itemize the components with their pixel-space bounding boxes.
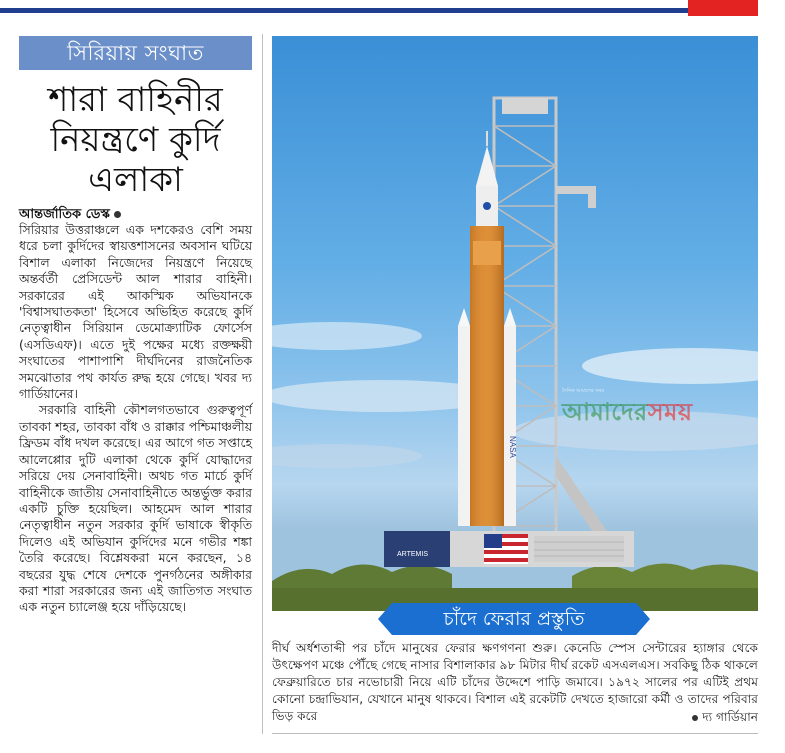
headline-line-1: শারা বাহিনীর — [48, 80, 223, 120]
photo-caption-title: চাঁদে ফেরার প্রস্তুতি — [392, 603, 636, 635]
article-paragraph-2: সরকারি বাহিনী কৌশলগতভাবে গুরুত্বপূর্ণ তাবকা শহর, তাবকা বাঁধ ও রাক্কার পশ্চিমাঞ্চলীয় ফ্রিডম বাঁধ দখল করেছে। এর আগে গত সপ্তাহে আলেপ্পোর দুটি এলাকা থেকে কুর্দি যোদ্ধাদের সরিয়ে দেয় সেনাবাহিনী। অথচ গত মার্চে কুর্দি বাহিনীকে জাতীয় সেনাবাহিনীতে অন্তর্ভুক্ত করার একটি চুক্তি হয়েছিল। আহমেদ আল শারার নেতৃত্বাধীন নতুন সরকার কুর্দি ভাষাকে স্বীকৃতি দিলেও এই অভিযান কুর্দিদের মনে গভীর শঙ্কা তৈরি করেছে। বিশ্লেষকরা মনে করছেন, ১৪ বছরের যুদ্ধ শেষে দেশকে পুনর্গঠনের অঙ্গীকার করা শারা সরকারের জন্য এই জাতিগত সংঘাত এক নতুন চ্যালেঞ্জ হয়ে দাঁড়িয়েছে। — [19, 402, 252, 615]
watermark-subtext: দৈনিক আমাদের সময় — [562, 388, 605, 394]
photo-credit — [692, 709, 758, 726]
us-flag-icon — [484, 534, 528, 564]
top-rule — [0, 8, 758, 13]
column-divider — [262, 34, 263, 734]
photo-caption-body: দীর্ঘ অর্ধশতাব্দী পর চাঁদে মানুষের ফেরার ক্ষণগণনা শুরু। কেনেডি স্পেস সেন্টারের হ্যাঙ্গার থেকে উৎক্ষেপণ মঞ্চে পৌঁছে গেছে নাসার বিশালাকার ৯৮ মিটার দীর্ঘ রকেট এসএলএস। সবকিছু ঠিক থাকলে ফেব্রুয়ারিতে চার নভোচারী নিয়ে এটি চাঁদের উদ্দেশে পাড়ি জমাবে। ১৯৭২ সালের পর এটিই প্রথম কোনো চন্দ্রাভিযান, যেখানে মানুষ থাকবে। বিশাল এই রকেটটি দেখতে হাজারো কর্মী ও তাদের পরিবার ভিড় করে — [272, 641, 758, 723]
rocket-photo — [272, 36, 758, 611]
credit-text: দ্য গার্ডিয়ান — [702, 710, 758, 724]
top-accent-block — [688, 0, 758, 16]
byline-text: আন্তর্জাতিক ডেস্ক — [19, 207, 110, 222]
article-paragraph-1: সিরিয়ার উত্তরাঞ্চলে এক দশকেরও বেশি সময় ধরে চলা কুর্দিদের স্বায়ত্তশাসনের অবসান ঘটিয়ে বিশাল এলাকা নিজেদের নিয়ন্ত্রণে নিয়েছে অন্তর্বর্তী প্রেসিডেন্ট আল শারার বাহিনী। সরকারের এই আকস্মিক অভিযানকে 'বিশ্বাসঘাতকতা' হিসেবে অভিহিত করেছে কুর্দি নেতৃত্বাধীন সিরিয়ান ডেমোক্র্যাটিক ফোর্সেস (এসডিএফ)। এতে দুই পক্ষের মধ্যে রক্তক্ষয়ী সংঘাতের পাশাপাশি দীর্ঘদিনের রাজনৈতিক সমঝোতার পথ কার্যত রুদ্ধ হয়ে গেছে। খবর দ্য গার্ডিয়ানের। — [19, 222, 252, 402]
headline-line-3: এলাকা — [88, 160, 183, 200]
headline-line-2: নিয়ন্ত্রণে কুর্দি — [50, 120, 221, 160]
article-body — [19, 222, 252, 616]
bullet-icon — [114, 211, 121, 218]
bottom-rule — [272, 733, 758, 734]
svg-text:ARTEMIS: ARTEMIS — [397, 551, 428, 558]
svg-text:NASA: NASA — [508, 436, 517, 458]
article-byline — [19, 206, 252, 223]
newspaper-watermark — [562, 394, 758, 434]
article-kicker: সিরিয়ায় সংঘাত — [19, 36, 252, 70]
rocket-illustration — [272, 36, 758, 611]
watermark-part-1: আমাদের — [562, 398, 648, 426]
article-headline — [19, 80, 252, 200]
watermark-part-2: সময় — [647, 398, 693, 426]
bullet-icon — [692, 715, 698, 721]
